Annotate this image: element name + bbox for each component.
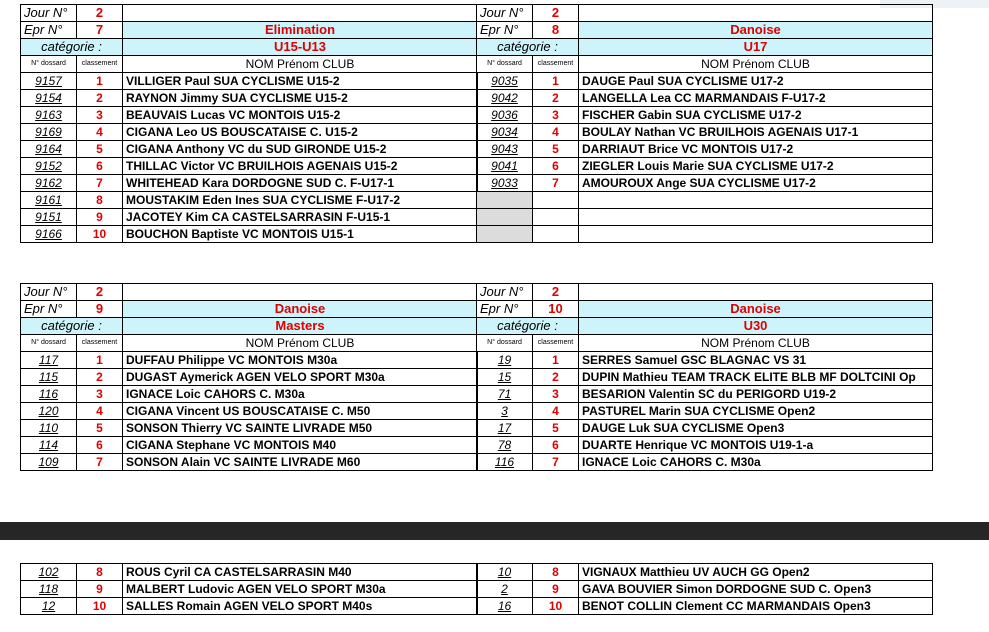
- table-row: [21, 420, 478, 437]
- block-epreuve-8: [476, 4, 933, 243]
- block-epreuve-9-continued: [20, 563, 478, 615]
- rank: 9: [77, 209, 123, 226]
- header-row: [477, 56, 933, 73]
- table-row: [21, 369, 478, 386]
- dossard: 15: [477, 369, 533, 386]
- rank: 6: [533, 158, 579, 175]
- rank: 3: [77, 107, 123, 124]
- block-epreuve-7: [20, 4, 478, 243]
- table-row: [21, 403, 478, 420]
- dossard: 9163: [21, 107, 77, 124]
- empty-row: [477, 192, 933, 209]
- epr-label: Epr N°: [21, 301, 77, 318]
- dossard: 9152: [21, 158, 77, 175]
- dossard: 9164: [21, 141, 77, 158]
- table-row: [21, 226, 478, 243]
- jour-label: Jour N°: [477, 284, 533, 301]
- table-row: [21, 386, 478, 403]
- category-label: catégorie :: [21, 39, 123, 56]
- rider-name: IGNACE Loic CAHORS C. M30a: [123, 386, 478, 403]
- epr-row: [477, 301, 933, 318]
- jour-label: Jour N°: [21, 5, 77, 22]
- dossard: 9036: [477, 107, 533, 124]
- rank: 10: [533, 598, 579, 615]
- dossard: 9169: [21, 124, 77, 141]
- dossard: 9035: [477, 73, 533, 90]
- dossard: 2: [477, 581, 533, 598]
- jour-value: 2: [77, 284, 123, 301]
- dossard: 115: [21, 369, 77, 386]
- block-epreuve-10: [476, 283, 933, 471]
- rider-name: CIGANA Stephane VC MONTOIS M40: [123, 437, 478, 454]
- epr-label: Epr N°: [21, 22, 77, 39]
- table-row: [21, 454, 478, 471]
- table-row: [477, 598, 933, 615]
- dossard: 9157: [21, 73, 77, 90]
- dossard: 10: [477, 564, 533, 581]
- table-row: [21, 175, 478, 192]
- header-dossard: N° dossard: [477, 335, 533, 352]
- category-value: Masters: [123, 318, 478, 335]
- dossard: 9041: [477, 158, 533, 175]
- dossard: 110: [21, 420, 77, 437]
- table-row: [477, 158, 933, 175]
- rider-name: BOULAY Nathan VC BRUILHOIS AGENAIS U17-1: [579, 124, 933, 141]
- dossard: 17: [477, 420, 533, 437]
- epr-row: [477, 22, 933, 39]
- header-row: [21, 335, 478, 352]
- header-dossard: N° dossard: [477, 56, 533, 73]
- rider-name: GAVA BOUVIER Simon DORDOGNE SUD C. Open3: [579, 581, 933, 598]
- rider-name: ZIEGLER Louis Marie SUA CYCLISME U17-2: [579, 158, 933, 175]
- rider-name: DUARTE Henrique VC MONTOIS U19-1-a: [579, 437, 933, 454]
- dossard: 9151: [21, 209, 77, 226]
- epreuve-title: Danoise: [579, 22, 933, 39]
- dossard: 109: [21, 454, 77, 471]
- dossard: 114: [21, 437, 77, 454]
- dossard: 9161: [21, 192, 77, 209]
- dossard: 120: [21, 403, 77, 420]
- table-row: [477, 454, 933, 471]
- rank: 6: [77, 158, 123, 175]
- rider-name: MOUSTAKIM Eden Ines SUA CYCLISME F-U17-2: [123, 192, 478, 209]
- header-classement: classement: [533, 56, 579, 73]
- table-row: [21, 209, 478, 226]
- table-row: [477, 90, 933, 107]
- dossard: 78: [477, 437, 533, 454]
- rank: 1: [77, 352, 123, 369]
- dossard: 9166: [21, 226, 77, 243]
- table-row: [21, 437, 478, 454]
- rank: 7: [77, 175, 123, 192]
- table-row: [477, 564, 933, 581]
- block-epreuve-9: [20, 283, 478, 471]
- table-row: [21, 90, 478, 107]
- empty-row: [477, 209, 933, 226]
- jour-row: [21, 5, 478, 22]
- dossard: 19: [477, 352, 533, 369]
- rank: 10: [77, 598, 123, 615]
- rider-name: ROUS Cyril CA CASTELSARRASIN M40: [123, 564, 478, 581]
- rank: 7: [533, 175, 579, 192]
- rider-name: AMOUROUX Ange SUA CYCLISME U17-2: [579, 175, 933, 192]
- rank: 1: [533, 73, 579, 90]
- epr-row: [21, 301, 478, 318]
- table-row: [477, 369, 933, 386]
- rank: 7: [77, 454, 123, 471]
- header-dossard: N° dossard: [21, 56, 77, 73]
- category-row: [21, 318, 478, 335]
- jour-row: [477, 5, 933, 22]
- rider-name: CIGANA Leo US BOUSCATAISE C. U15-2: [123, 124, 478, 141]
- rank: 2: [533, 90, 579, 107]
- table-row: [21, 73, 478, 90]
- dossard: 116: [21, 386, 77, 403]
- rank: 5: [533, 420, 579, 437]
- rider-name: SERRES Samuel GSC BLAGNAC VS 31: [579, 352, 933, 369]
- rank: 9: [77, 581, 123, 598]
- jour-value: 2: [533, 5, 579, 22]
- rank: 4: [533, 403, 579, 420]
- jour-row: [477, 284, 933, 301]
- dossard: 116: [477, 454, 533, 471]
- rank: 3: [533, 386, 579, 403]
- table-row: [477, 437, 933, 454]
- rank: 1: [533, 352, 579, 369]
- rider-name: VIGNAUX Matthieu UV AUCH GG Open2: [579, 564, 933, 581]
- rank: 7: [533, 454, 579, 471]
- rider-name: VILLIGER Paul SUA CYCLISME U15-2: [123, 73, 478, 90]
- rider-name: DUPIN Mathieu TEAM TRACK ELITE BLB MF DOLTCINI Op: [579, 369, 933, 386]
- epreuve-title: Danoise: [579, 301, 933, 318]
- category-label: catégorie :: [477, 39, 579, 56]
- rider-name: BOUCHON Baptiste VC MONTOIS U15-1: [123, 226, 478, 243]
- header-nom: NOM Prénom CLUB: [579, 56, 933, 73]
- epr-value: 9: [77, 301, 123, 318]
- epr-row: [21, 22, 478, 39]
- rank: 6: [77, 437, 123, 454]
- page-break-band: [0, 522, 989, 540]
- dossard: 117: [21, 352, 77, 369]
- rider-name: DAUGE Luk SUA CYCLISME Open3: [579, 420, 933, 437]
- empty-row: [477, 226, 933, 243]
- header-nom: NOM Prénom CLUB: [123, 56, 478, 73]
- rider-name: CIGANA Anthony VC du SUD GIRONDE U15-2: [123, 141, 478, 158]
- category-row: [477, 39, 933, 56]
- rider-name: THILLAC Victor VC BRUILHOIS AGENAIS U15-2: [123, 158, 478, 175]
- table-row: [477, 175, 933, 192]
- rider-name: FISCHER Gabin SUA CYCLISME U17-2: [579, 107, 933, 124]
- rank: 2: [533, 369, 579, 386]
- table-row: [477, 141, 933, 158]
- rider-name: SONSON Alain VC SAINTE LIVRADE M60: [123, 454, 478, 471]
- header-classement: classement: [77, 56, 123, 73]
- rider-name: DAUGE Paul SUA CYCLISME U17-2: [579, 73, 933, 90]
- rank: 4: [533, 124, 579, 141]
- rider-name: WHITEHEAD Kara DORDOGNE SUD C. F-U17-1: [123, 175, 478, 192]
- dossard: 71: [477, 386, 533, 403]
- header-dossard: N° dossard: [21, 335, 77, 352]
- jour-label: Jour N°: [21, 284, 77, 301]
- rank: 2: [77, 90, 123, 107]
- dossard: 9033: [477, 175, 533, 192]
- table-row: [477, 352, 933, 369]
- rider-name: PASTUREL Marin SUA CYCLISME Open2: [579, 403, 933, 420]
- rider-name: CIGANA Vincent US BOUSCATAISE C. M50: [123, 403, 478, 420]
- rank: 6: [533, 437, 579, 454]
- dossard: 9034: [477, 124, 533, 141]
- epr-label: Epr N°: [477, 22, 533, 39]
- table-row: [21, 352, 478, 369]
- table-row: [477, 403, 933, 420]
- dossard: 9042: [477, 90, 533, 107]
- table-row: [21, 564, 478, 581]
- rank: 10: [77, 226, 123, 243]
- rider-name: DARRIAUT Brice VC MONTOIS U17-2: [579, 141, 933, 158]
- dossard: 12: [21, 598, 77, 615]
- jour-label: Jour N°: [477, 5, 533, 22]
- table-row: [477, 386, 933, 403]
- table-row: [21, 598, 478, 615]
- epr-value: 8: [533, 22, 579, 39]
- header-row: [477, 335, 933, 352]
- table-row: [477, 124, 933, 141]
- rank: 2: [77, 369, 123, 386]
- rank: 1: [77, 73, 123, 90]
- rider-name: DUGAST Aymerick AGEN VELO SPORT M30a: [123, 369, 478, 386]
- category-label: catégorie :: [21, 318, 123, 335]
- rank: 9: [533, 581, 579, 598]
- dossard: 9043: [477, 141, 533, 158]
- category-label: catégorie :: [477, 318, 579, 335]
- rider-name: BEAUVAIS Lucas VC MONTOIS U15-2: [123, 107, 478, 124]
- rider-name: RAYNON Jimmy SUA CYCLISME U15-2: [123, 90, 478, 107]
- rider-name: IGNACE Loic CAHORS C. M30a: [579, 454, 933, 471]
- table-row: [21, 158, 478, 175]
- table-row: [21, 124, 478, 141]
- rank: 5: [77, 141, 123, 158]
- rank: 5: [77, 420, 123, 437]
- block-epreuve-10-continued: [476, 563, 933, 615]
- rank: 3: [77, 386, 123, 403]
- rank: 8: [77, 192, 123, 209]
- rider-name: SONSON Thierry VC SAINTE LIVRADE M50: [123, 420, 478, 437]
- table-row: [21, 107, 478, 124]
- rider-name: SALLES Romain AGEN VELO SPORT M40s: [123, 598, 478, 615]
- category-value: U30: [579, 318, 933, 335]
- header-classement: classement: [533, 335, 579, 352]
- category-value: U17: [579, 39, 933, 56]
- rank: 4: [77, 403, 123, 420]
- epr-value: 10: [533, 301, 579, 318]
- rank: 5: [533, 141, 579, 158]
- rider-name: JACOTEY Kim CA CASTELSARRASIN F-U15-1: [123, 209, 478, 226]
- table-row: [477, 581, 933, 598]
- header-classement: classement: [77, 335, 123, 352]
- jour-row: [21, 284, 478, 301]
- epreuve-title: Danoise: [123, 301, 478, 318]
- rank: 8: [77, 564, 123, 581]
- table-row: [477, 420, 933, 437]
- epr-value: 7: [77, 22, 123, 39]
- table-row: [477, 73, 933, 90]
- dossard: 118: [21, 581, 77, 598]
- table-row: [21, 581, 478, 598]
- category-row: [477, 318, 933, 335]
- header-nom: NOM Prénom CLUB: [579, 335, 933, 352]
- table-row: [21, 141, 478, 158]
- rank: 3: [533, 107, 579, 124]
- rider-name: DUFFAU Philippe VC MONTOIS M30a: [123, 352, 478, 369]
- dossard: 16: [477, 598, 533, 615]
- rank: 8: [533, 564, 579, 581]
- jour-value: 2: [533, 284, 579, 301]
- header-nom: NOM Prénom CLUB: [123, 335, 478, 352]
- rider-name: BENOT COLLIN Clement CC MARMANDAIS Open3: [579, 598, 933, 615]
- dossard: 102: [21, 564, 77, 581]
- category-row: [21, 39, 478, 56]
- table-row: [21, 192, 478, 209]
- epreuve-title: Elimination: [123, 22, 478, 39]
- epr-label: Epr N°: [477, 301, 533, 318]
- rider-name: BESARION Valentin SC du PERIGORD U19-2: [579, 386, 933, 403]
- category-value: U15-U13: [123, 39, 478, 56]
- table-row: [477, 107, 933, 124]
- dossard: 9154: [21, 90, 77, 107]
- jour-value: 2: [77, 5, 123, 22]
- rider-name: LANGELLA Lea CC MARMANDAIS F-U17-2: [579, 90, 933, 107]
- header-row: [21, 56, 478, 73]
- rider-name: MALBERT Ludovic AGEN VELO SPORT M30a: [123, 581, 478, 598]
- dossard: 3: [477, 403, 533, 420]
- dossard: 9162: [21, 175, 77, 192]
- rank: 4: [77, 124, 123, 141]
